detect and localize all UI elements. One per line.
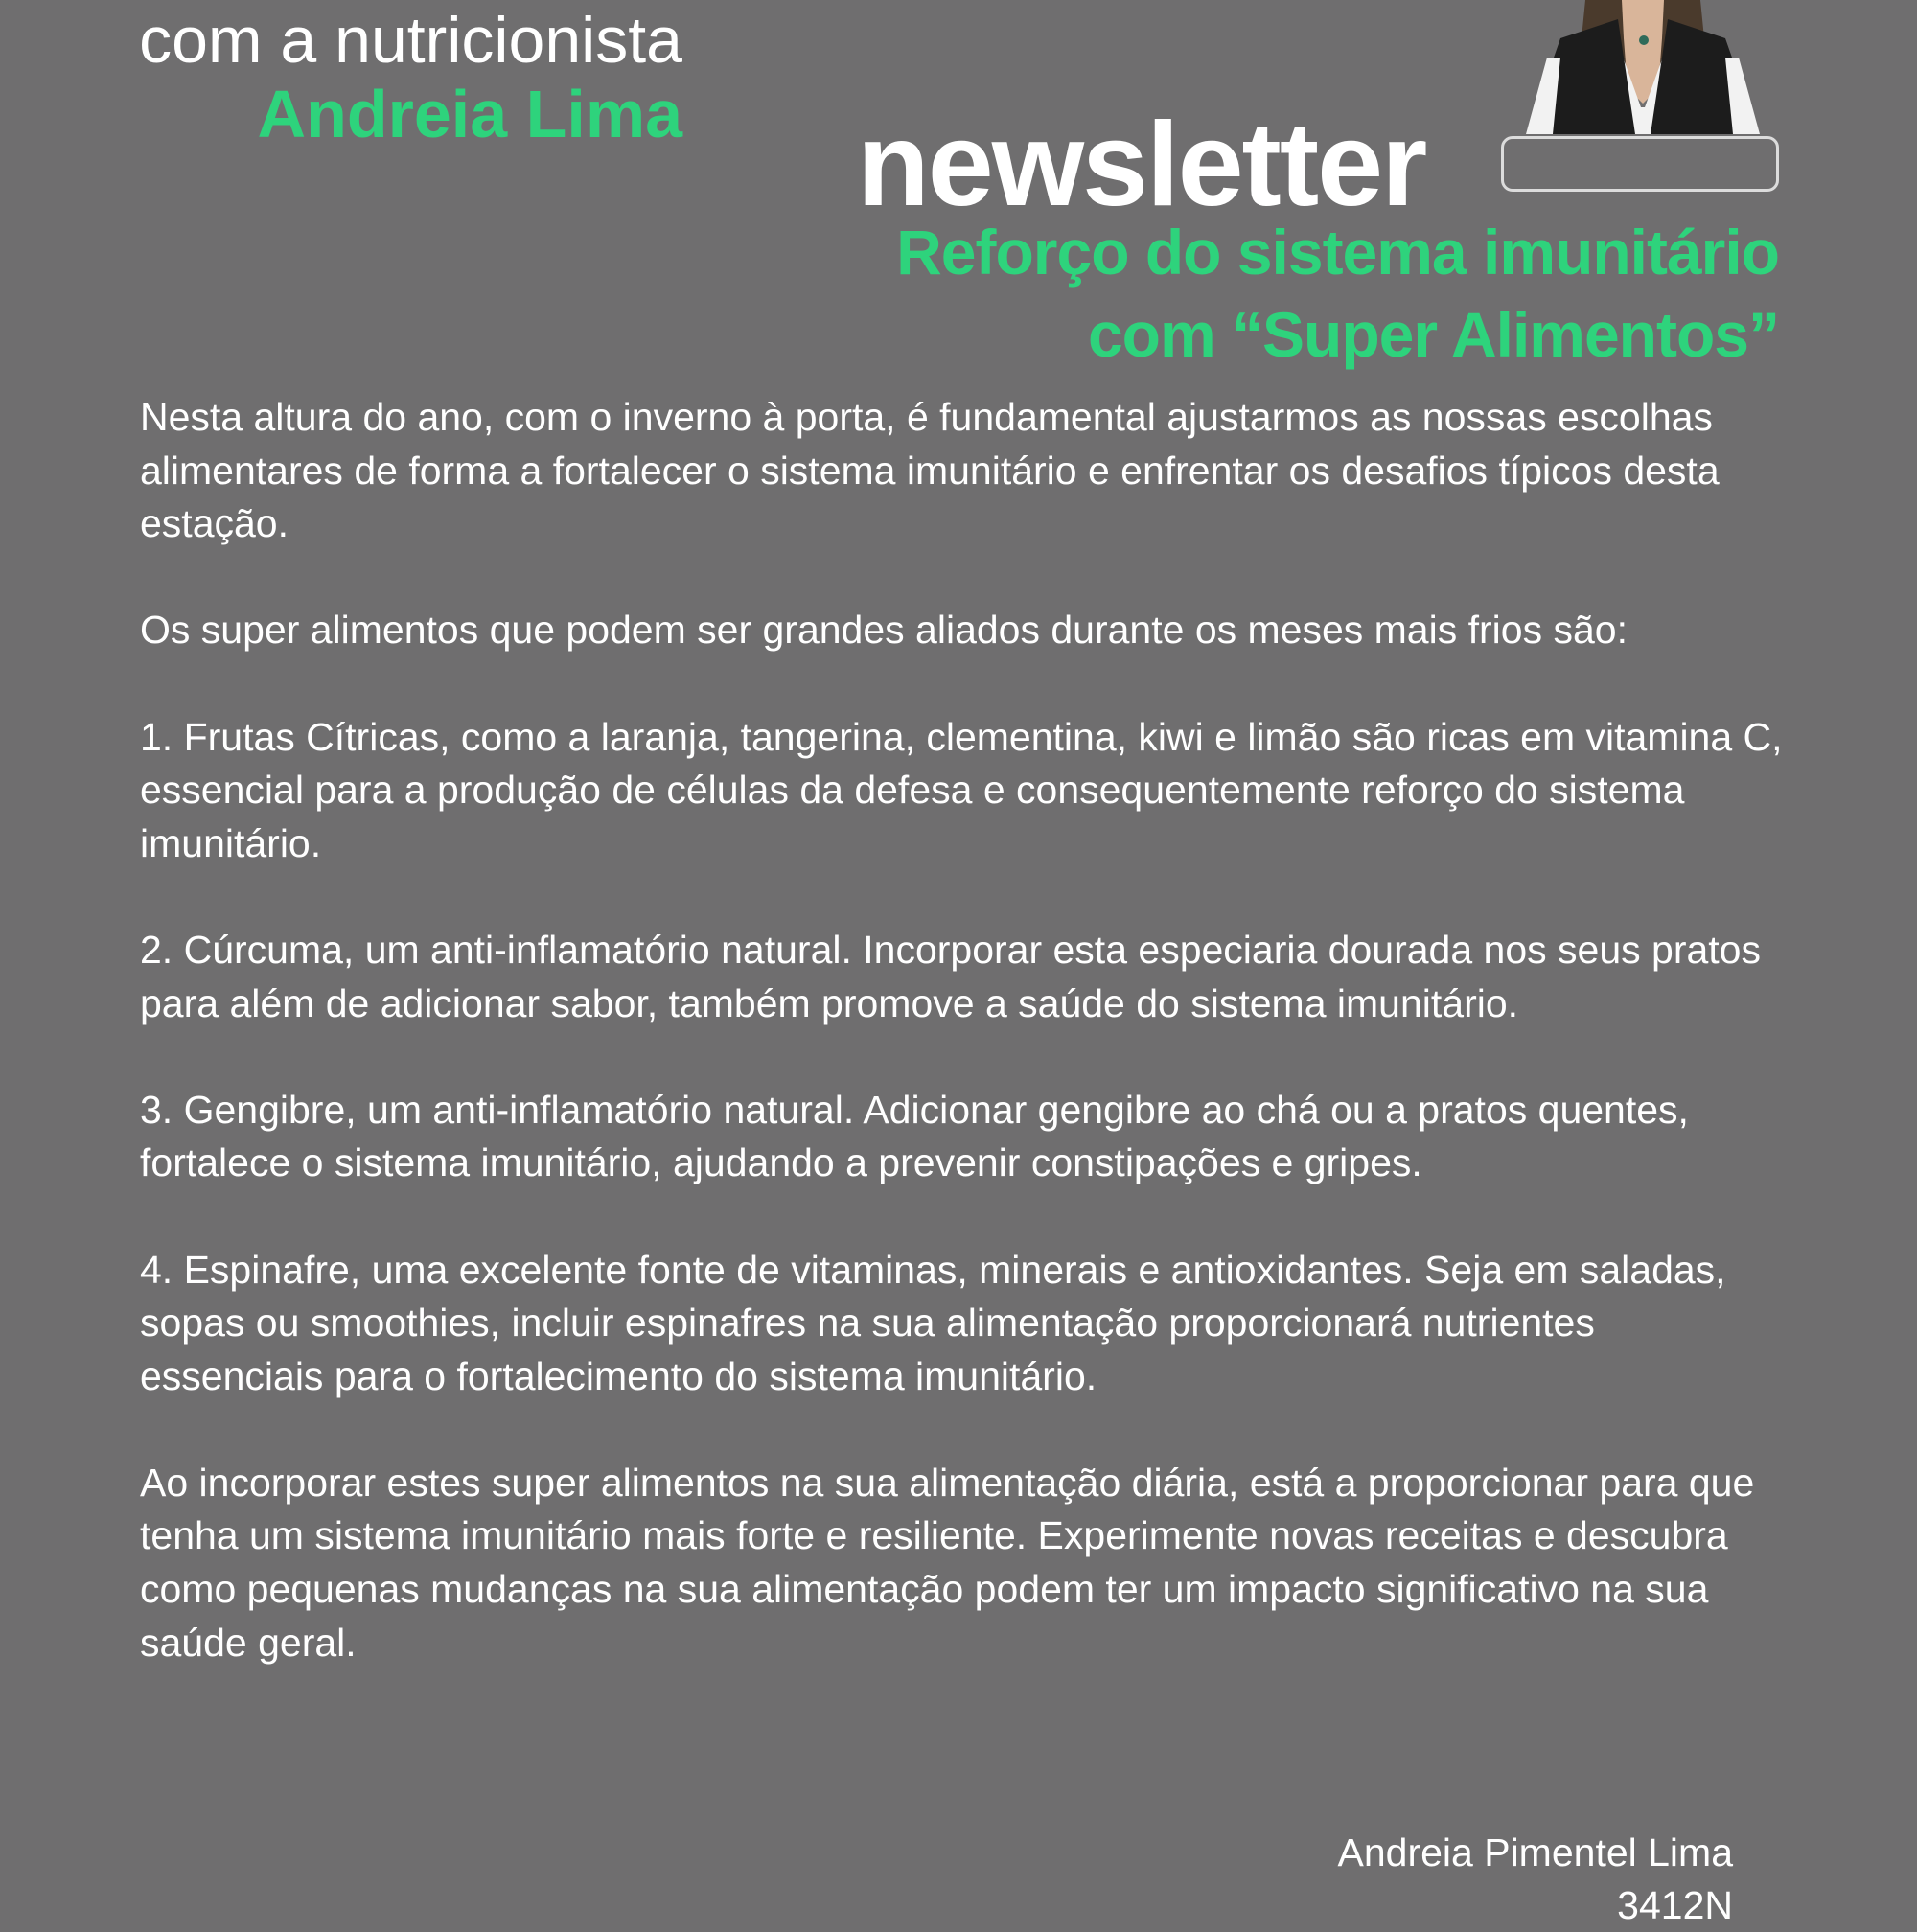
headline-line-2: com “Super Alimentos” [1087,299,1779,370]
signature-name: Andreia Pimentel Lima [1337,1830,1733,1874]
author-portrait [1518,0,1767,134]
headline [896,211,1779,376]
headline-line-1: Reforço do sistema imunitário [896,217,1779,288]
list-item-spinach: 4. Espinafre, uma excelente fonte de vitaminas, minerais e antioxidantes. Seja em saladas, sopas ou smoothies, incluir espinafres na sua alimentação proporcionará nutrientes essenciais para o fortalecimento do sistema imunitário. [140,1247,1726,1398]
list-item-turmeric: 2. Cúrcuma, um anti-inflamatório natural. Incorporar esta especiaria dourada nos seus pratos para além de adicionar sabor, também promove a saúde do sistema imunitário. [140,927,1761,1025]
intro-paragraph: Nesta altura do ano, com o inverno à porta, é fundamental ajustarmos as nossas escolhas alimentares de forma a fortalecer o sistema imunitário e enfrentar os desafios típicos desta estação. [140,395,1720,546]
newsletter-title: newsletter [857,99,1426,231]
conclusion-paragraph: Ao incorporar estes super alimentos na sua alimentação diária, está a proporcionar para que tenha um sistema imunitário mais forte e resiliente. Experimente novas receitas e descubra como pequenas mudanças na sua alimentação podem ter um impacto significativo na sua saúde geral. [140,1460,1755,1665]
signature-code: 3412N [1617,1883,1733,1927]
article-body [140,391,1789,1723]
list-item-ginger: 3. Gengibre, um anti-inflamatório natural. Adicionar gengibre ao chá ou a pratos quentes, fortalece o sistema imunitário, ajudando a prevenir constipações e gripes. [140,1087,1689,1185]
list-item-citrus: 1. Frutas Cítricas, como a laranja, tangerina, clementina, kiwi e limão são ricas em vitamina C, essencial para a produção de células da defesa e consequentemente reforço do sistema imunitário. [140,714,1783,865]
list-intro-paragraph: Os super alimentos que podem ser grandes aliados durante os meses mais frios são: [140,608,1628,653]
subtitle-line: com a nutricionista [139,4,682,77]
portrait-frame [1501,136,1779,192]
author-name: Andreia Lima [257,77,682,151]
